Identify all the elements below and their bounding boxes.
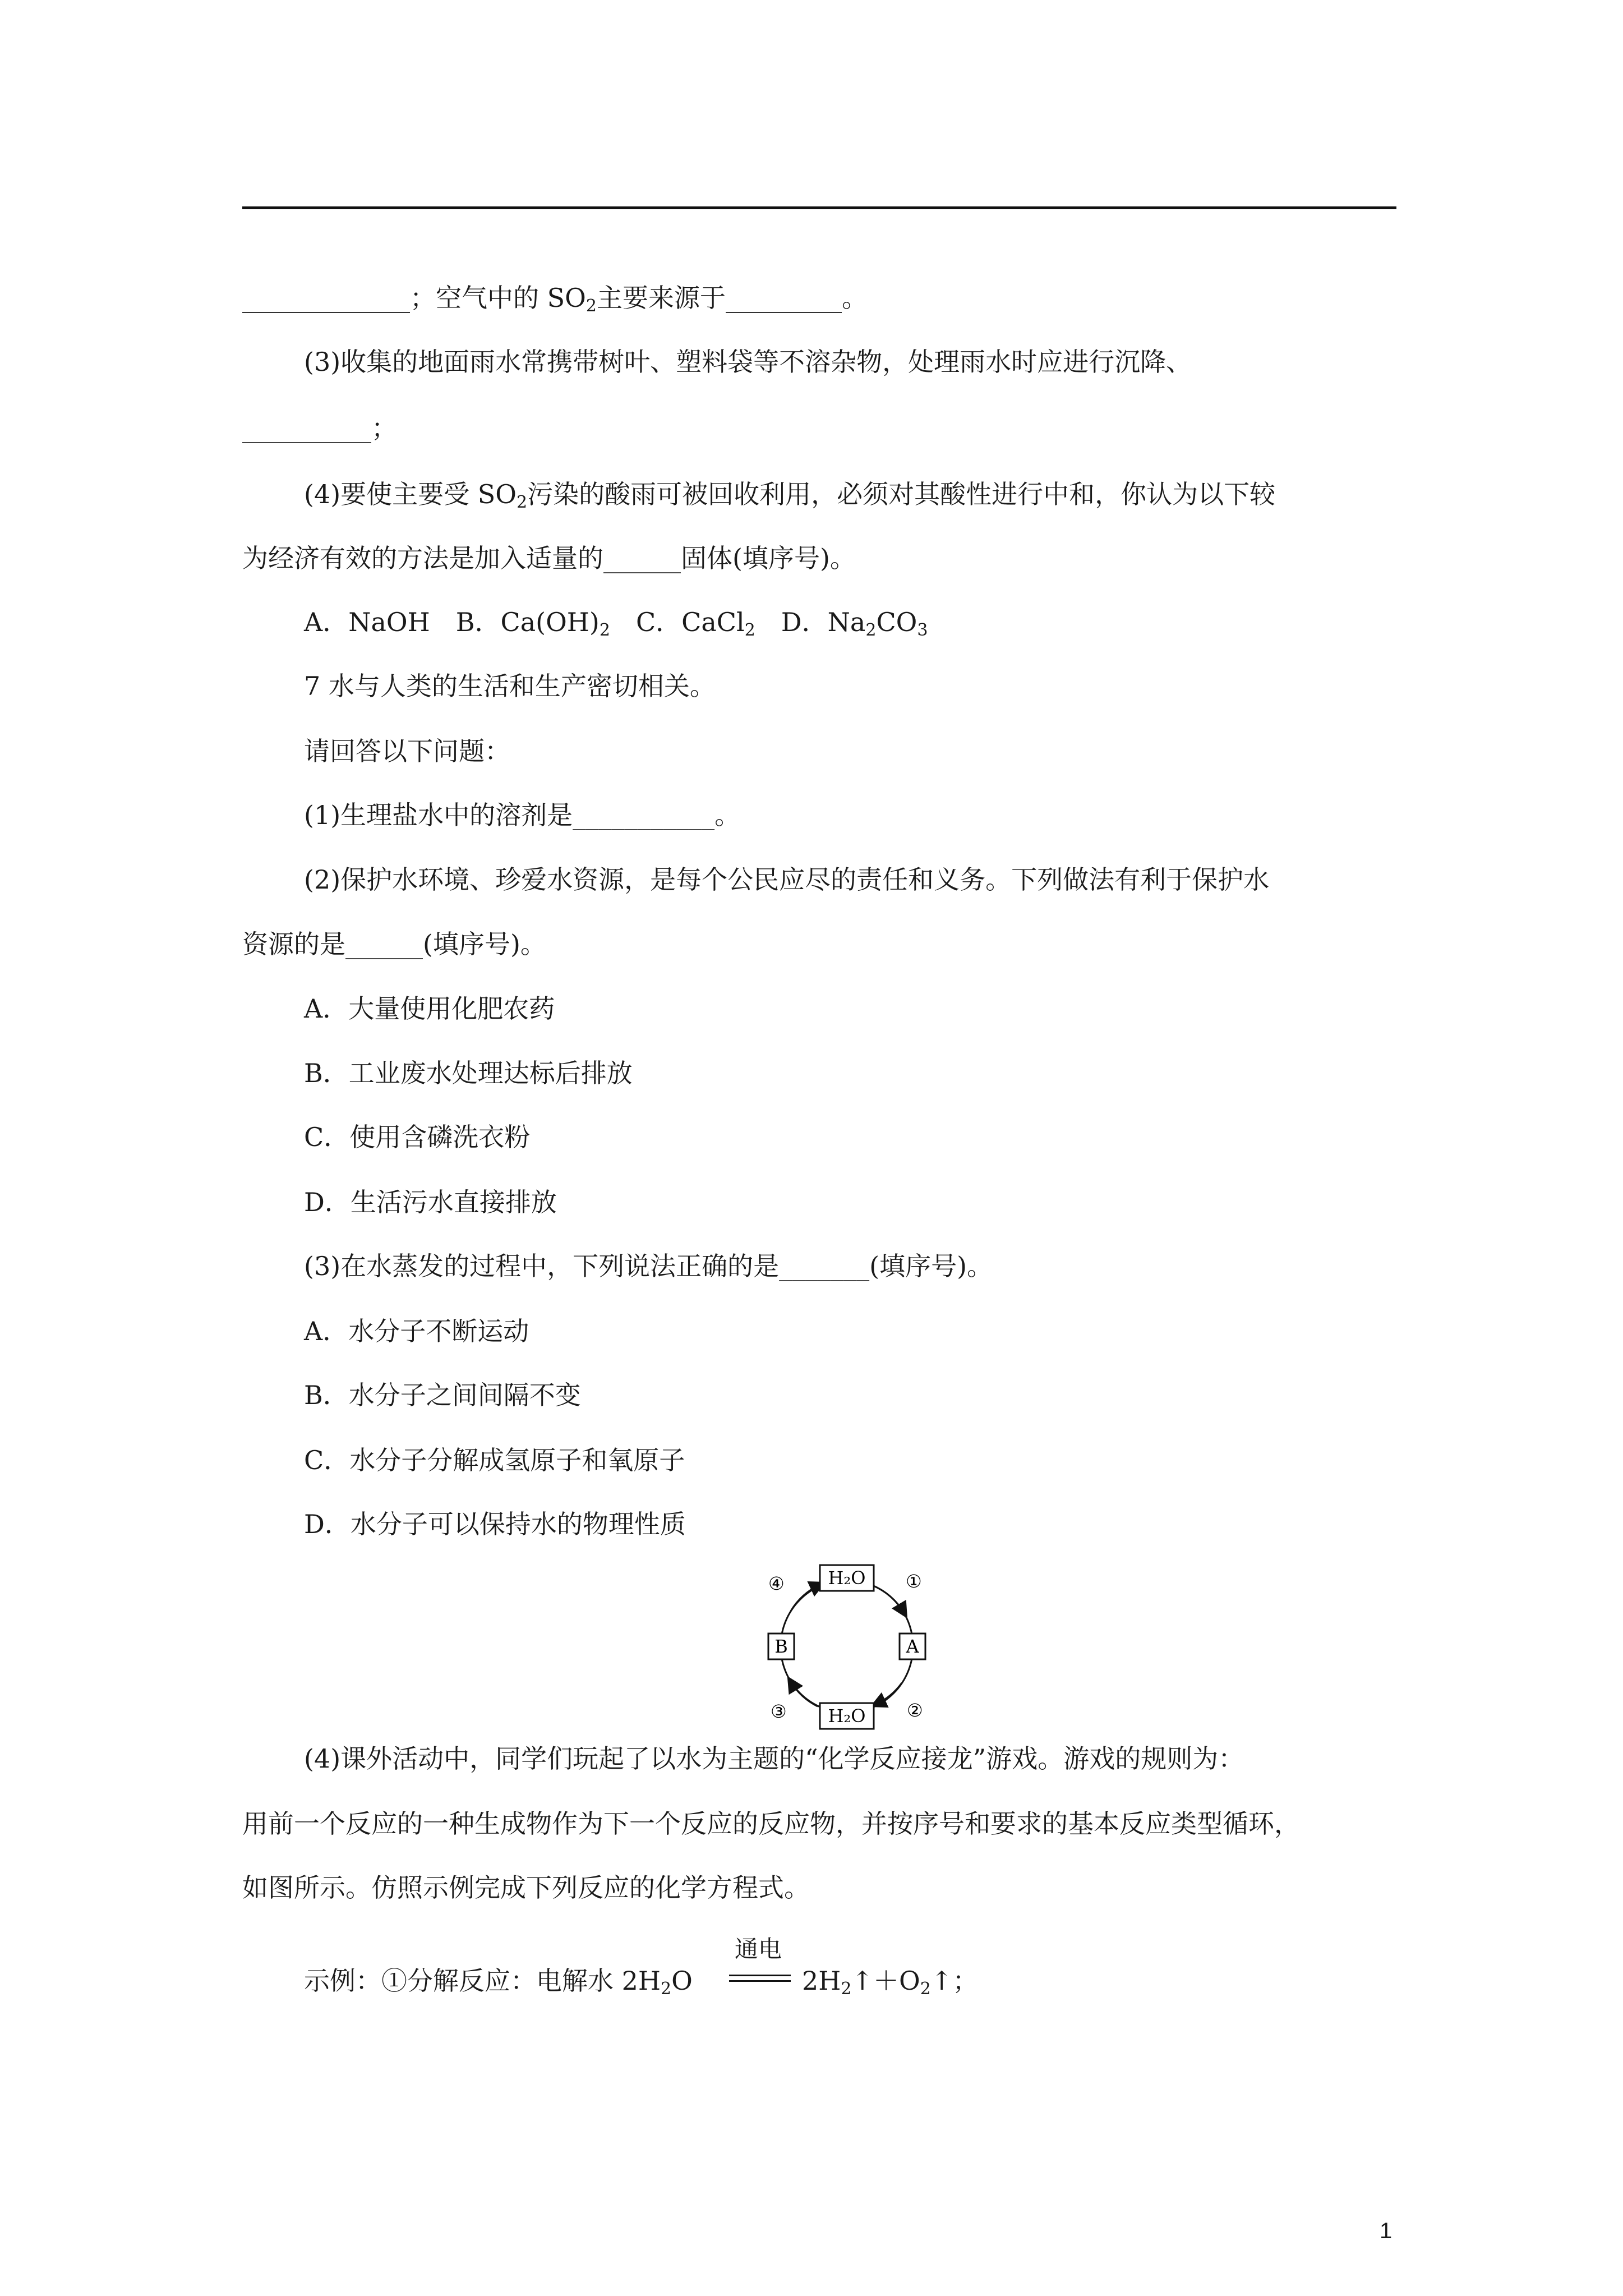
step-1-label: ①: [906, 1571, 922, 1592]
option-a: A．水分子不断运动: [304, 1316, 529, 1346]
header-rule: [242, 206, 1396, 209]
option-b: B．工业废水处理达标后排放: [304, 1058, 633, 1088]
right-box-label: A: [906, 1636, 919, 1657]
reaction-cycle-diagram: [751, 1554, 942, 1739]
question-heading: 7 水与人类的生活和生产密切相关。: [304, 671, 716, 701]
text-line: 资源的是______(填序号)。: [242, 929, 546, 959]
text-line: (1)生理盐水中的溶剂是___________。: [304, 800, 741, 830]
bottom-box-label: H₂O: [828, 1705, 866, 1727]
step-4-label: ④: [768, 1573, 785, 1594]
reaction-condition: 通电: [735, 1935, 782, 1963]
step-2-label: ②: [907, 1700, 923, 1721]
example-products: $2H_2↑+O_2↑$；: [802, 1966, 979, 1999]
text-line: (3)收集的地面雨水常携带树叶、塑料袋等不溶杂物，处理雨水时应进行沉降、: [304, 347, 1192, 377]
text-line: 用前一个反应的一种生成物作为下一个反应的反应物，并按序号和要求的基本反应类型循环，: [242, 1809, 1300, 1839]
equals-bar-top: [729, 1975, 791, 1976]
options-line: A．NaOH B．$Ca(OH)_2$ C．CaCl$_2$ D．$Na_2CO_3$: [304, 607, 928, 640]
equals-bar-bottom: [729, 1980, 791, 1982]
option-d: D．水分子可以保持水的物理性质: [304, 1509, 686, 1539]
option-a: A．大量使用化肥农药: [304, 993, 555, 1024]
text-line: 为经济有效的方法是加入适量的______固体(填序号)。: [242, 543, 856, 573]
text-line: (4)要使主要受 $SO_2$污染的酸雨可被回收利用，必须对其酸性进行中和，你认为以下较: [304, 479, 1276, 512]
arrow-1: [872, 1585, 904, 1613]
arrow-2: [876, 1683, 902, 1704]
option-c: C．使用含磷洗衣粉: [304, 1122, 531, 1152]
text-line: (2)保护水环境、珍爱水资源，是每个公民应尽的责任和义务。下列做法有利于保护水: [304, 864, 1270, 895]
page-number: 1: [1380, 2219, 1393, 2243]
step-3-label: ③: [771, 1701, 787, 1722]
left-box-label: B: [774, 1636, 788, 1657]
example-equation: 示例：①分解反应：电解水 $2H_2O$: [304, 1966, 693, 1999]
top-box-label: H₂O: [828, 1567, 866, 1589]
option-c: C．水分子分解成氢原子和氧原子: [304, 1445, 685, 1475]
option-b: B．水分子之间间隔不变: [304, 1380, 581, 1410]
text-line: (4)课外活动中，同学们玩起了以水为主题的“化学反应接龙”游戏。游戏的规则为：: [304, 1743, 1244, 1774]
text-line: (3)在水蒸发的过程中，下列说法正确的是_______(填序号)。: [304, 1251, 993, 1281]
text-line: 请回答以下问题：: [304, 736, 510, 766]
text-line: __________；: [242, 413, 397, 443]
option-d: D．生活污水直接排放: [304, 1187, 557, 1217]
text-line: _____________；空气中的 $SO_2$主要来源于_________。: [242, 283, 868, 316]
text-line: 如图所示。仿照示例完成下列反应的化学方程式。: [242, 1872, 810, 1903]
